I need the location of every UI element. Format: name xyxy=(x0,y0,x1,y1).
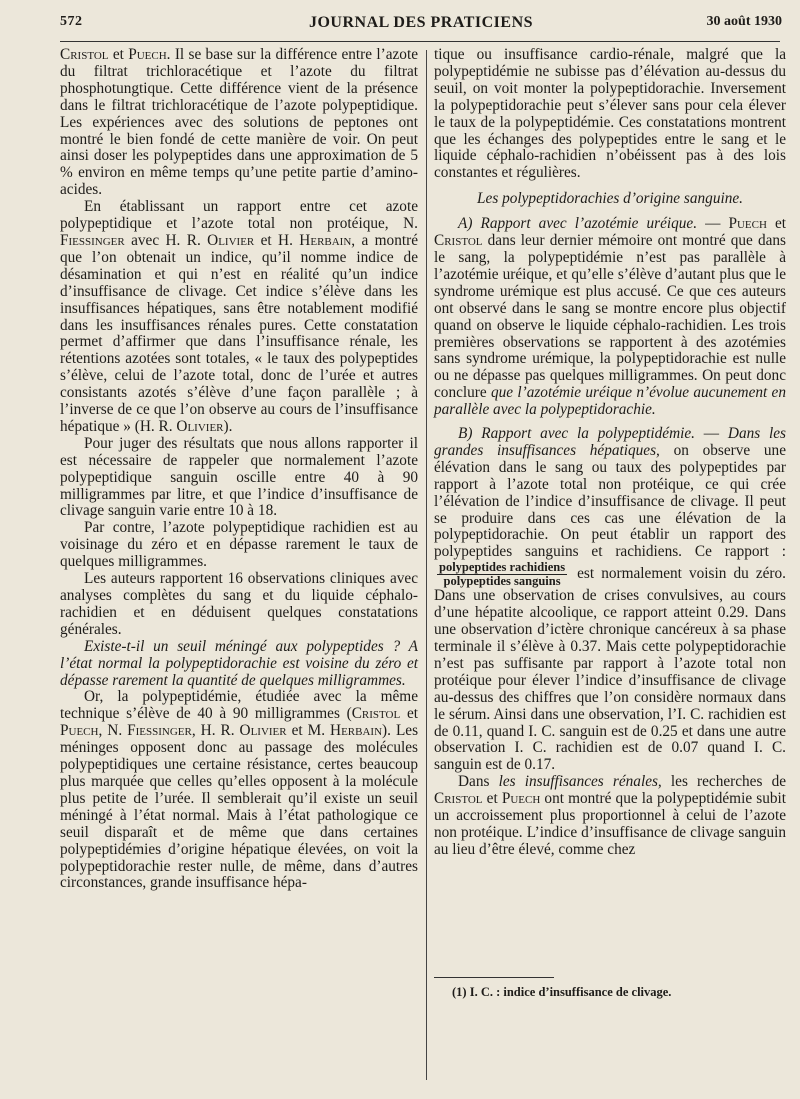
section-title: Les polypeptidorachies d’origine sanguine. xyxy=(477,190,743,208)
paragraph: Cristol et Puech. Il se base sur la différence entre l’azote du filtrat trichloracétique et l’azote du filtrat phosphotungtique. Cette différence vient de la présence dans le filtrat trichloracétique de l’azote polypeptidique. Les expériences avec des solutions de peptones ont montré le bien fondé de cette manière de voir. On peut ainsi doser les polypeptides dans une approximation de 5 % environ en même temps qu’une petite partie d’amino-acides. xyxy=(60,46,418,199)
ratio-fraction xyxy=(437,561,567,588)
paragraph: Dans les insuffisances rénales, les recherches de Cristol et Puech ont montré que la polypeptidémie subit un accroissement plus proportionnel à celui de l’azote non protéique. L’indice d’insuffisance de clivage sanguin au lieu d’être élevé, comme chez xyxy=(434,773,787,858)
author-name: Fiessinger xyxy=(60,231,125,249)
header-rule xyxy=(60,41,780,42)
page-header xyxy=(60,14,782,38)
journal-title: JOURNAL DES PRATICIENS xyxy=(308,14,534,31)
left-column xyxy=(60,47,418,892)
subsection-heading: B) Rapport avec la polypeptidémie. xyxy=(458,425,695,443)
page-number: 572 xyxy=(60,14,83,29)
footnote-rule xyxy=(434,977,554,978)
right-column xyxy=(434,47,786,859)
issue-date: 30 août 1930 xyxy=(706,14,782,29)
paragraph: tique ou insuffisance cardio-rénale, malgré que la polypeptidémie ne subisse pas d’élévation au-dessus du seuil, on voit monter la polypeptidorachie. Inversement la polypeptidorachie peut s’élever sans pour cela élever le taux de la polypeptidémie. Ces constatations montrent que les échanges des polypeptides entre le sang et le liquide céphalo-rachidien n’obéissent pas à des lois constantes et régulières. xyxy=(434,46,786,182)
author-name: Cristol xyxy=(60,46,109,63)
author-name: Olivier xyxy=(176,417,224,435)
paragraph-italic: Existe-t-il un seuil méningé aux polypeptides ? A l’état normal la polypeptidorachie est voisine du zéro et dépasse rarement la quantité de quelques milligrammes. xyxy=(60,637,418,689)
column-divider xyxy=(426,50,427,1080)
paragraph: Les auteurs rapportent 16 observations cliniques avec analyses complètes du sang et du liquide céphalo-rachidien et en déduisent quelques constatations générales. xyxy=(60,570,418,638)
fraction-numerator: polypeptides rachidiens xyxy=(439,560,566,575)
author-name: Herbain xyxy=(299,231,352,249)
paragraph: Or, la polypeptidémie, étudiée avec la même technique s’élève de 40 à 90 milligrammes (Cristol et Puech, N. Fiessinger, H. R. Olivier et M. Herbain). Les méninges opposent donc au passage des molécules polypeptidiques une certaine résistance, certes beaucoup plus marquée que celles qu’elles opposent à la molécule plus petite de l’urée. Il semblerait qu’il existe un seuil méningé à l’état normal. Mais à l’état pathologique ce seuil disparaît et de même que dans certaines polypeptidémies d’origine hépatique élevées, on voit la polypeptidorachie rester nulle, de même, dans d’autres circonstances, grande insuffisance hépa- xyxy=(60,688,419,892)
paragraph: Par contre, l’azote polypeptidique rachidien est au voisinage du zéro et en dépasse rarement le taux de quelques milligrammes. xyxy=(60,519,418,571)
subsection-heading: A) Rapport avec l’azotémie uréique. xyxy=(458,215,698,233)
author-name: Puech xyxy=(128,46,167,63)
paragraph: En établissant un rapport entre cet azote polypeptidique et l’azote total non protéique, N. Fiessinger avec H. R. Olivier et H. Herbain, a montré que l’on obtenait un indice, qu’il nomme indice de désamination et qui n’est en réalité qu’un indice d’insuffisance de clivage. Cet indice s’élève dans les insuffisances hépatiques, sans être notablement modifié dans les insuffisances rénales pures. Cette constatation permet d’affirmer que dans l’insuffisance rénale, les rétentions azotées sont totales, « le taux des polypeptides s’élève, celui de l’azote total, donc de l’urée et autres consistants azotés s’élève d’une façon parallèle ; à l’inverse de ce que l’on observe au cours de l’insuffisance hépatique » (H. R. Olivier). xyxy=(60,198,418,435)
paragraph: A) Rapport avec l’azotémie uréique. — Puech et Cristol dans leur dernier mémoire ont montré que dans le sang, la polypeptidémie n’est pas parallèle à l’azotémie uréique, et qu’elle s’élève d’autant plus que le syndrome urémique est plus accusé. Ce que ces auteurs ont observé dans le sang se montre encore plus objectif quand on observe le liquide céphalo-rachidien. Les trois premières observations se rapportent à des azotémies sans syndrome urémique, la polypeptidorachie est nulle ou ne dépasse pas quelques milligrammes. On peut donc conclure que l’azotémie uréique n’évolue aucunement en parallèle avec la polypeptidorachie. xyxy=(434,215,786,419)
author-name: Olivier xyxy=(207,231,255,249)
fraction-denominator: polypeptides sanguins xyxy=(443,574,561,589)
conclusion-italic: que l’azotémie uréique n’évolue aucunement en parallèle avec la polypeptidorachie. xyxy=(434,384,786,419)
paragraph: B) Rapport avec la polypeptidémie. — Dans les grandes insuffisances hépatiques, on observe une élévation dans le sang ou taux des polypeptides par rapport à l’azote total non protéique, ce qui crée l’élévation de l’indice d’insuffisance de clivage. Il peut se produire dans ces cas une élévation de la polypeptidorachie. On peut établir un rapport des polypeptides sanguins et rachidiens. Ce rapport : $\frac{\text{polypeptides rachidiens}}{\text{polypeptides sanguins}}$ est normalement voisin du zéro. Dans une observation de crises convulsives, au cours d’une hépatite alcoolique, ce rapport atteint 0.29. Dans une observation d’ictère chronique cancéreux à sa phase terminale il s’élève à 0.37. Mais cette polypeptidorachie n’est pas suffisante par rapport à l’azote total non protéique pour élever l’indice d’insuffisance de clivage au-dessus des chiffres que l’on considère normaux dans le sérum. Ainsi dans une observation, l’I. C. rachidien est de 0.11, quand I. C. sanguin est de 0.25 et dans une autre observation I. C. rachidien est de 0.07 quand I. C. sanguin est de 0.17. xyxy=(434,425,786,774)
paragraph: Pour juger des résultats que nous allons rapporter il est nécessaire de rappeler que normalement l’azote polypeptidique sanguin oscille entre 40 à 90 milligrammes par litre, et que l’indice d’insuffisance de clivage sanguin varie entre 10 à 18. xyxy=(60,434,418,520)
footnote: (1) I. C. : indice d’insuffisance de clivage. xyxy=(452,985,672,999)
